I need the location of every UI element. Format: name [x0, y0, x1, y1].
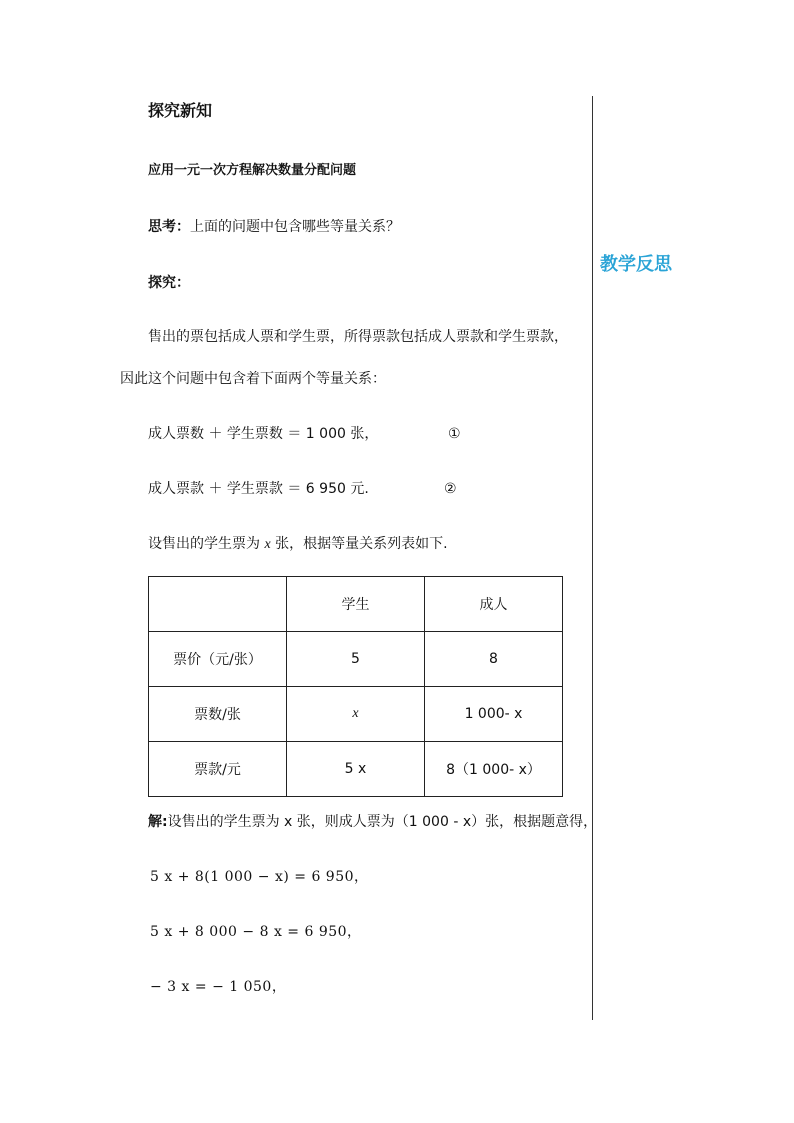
table-cell: 8（1 000- x） — [425, 742, 563, 797]
solution-line — [148, 813, 597, 831]
setup-text-before: 设售出的学生票为 — [148, 536, 260, 552]
table-row — [149, 687, 563, 742]
setup-variable: x — [264, 537, 271, 552]
relation-1-text: 成人票数 ＋ 学生票数 ＝ 1 000 张， — [148, 426, 379, 442]
equation-step-3: − 3 x = − 1 050， — [150, 979, 287, 995]
equation-step-1: 5 x + 8(1 000 − x) = 6 950， — [150, 869, 369, 885]
table-cell: 1 000- x — [425, 687, 563, 742]
relation-2-mark: ② — [444, 481, 457, 497]
explore-label: 探究： — [148, 275, 190, 291]
think-text: 上面的问题中包含哪些等量关系？ — [190, 219, 400, 235]
solution-label: 解: — [148, 814, 168, 830]
relation-1 — [148, 425, 378, 443]
equation-step-2: 5 x + 8 000 − 8 x = 6 950， — [150, 924, 362, 940]
solution-text: 设售出的学生票为 x 张，则成人票为（1 000 - x）张，根据题意得， — [167, 814, 598, 830]
section-title: 探究新知 — [148, 101, 213, 120]
setup-text-after: 张，根据等量关系列表如下. — [275, 536, 448, 552]
table-header-cell: 成人 — [425, 577, 563, 632]
table-cell: 票数/张 — [149, 687, 287, 742]
think-line — [148, 218, 400, 236]
teaching-reflection-title: 教学反思 — [600, 254, 672, 275]
relation-2 — [148, 480, 369, 498]
ticket-table — [148, 576, 563, 797]
table-header-cell — [149, 577, 287, 632]
relation-1-mark: ① — [448, 426, 461, 442]
table-header-cell: 学生 — [287, 577, 425, 632]
table-row — [149, 742, 563, 797]
table-cell: 5 x — [287, 742, 425, 797]
table-cell: 8 — [425, 632, 563, 687]
table-header-row — [149, 577, 563, 632]
section-subtitle: 应用一元一次方程解决数量分配问题 — [148, 163, 357, 178]
table-cell: 票价（元/张） — [149, 632, 287, 687]
paragraph-line-1: 售出的票包括成人票和学生票，所得票款包括成人票款和学生票款， — [148, 329, 568, 345]
table-cell: x — [287, 687, 425, 742]
setup-line — [148, 535, 448, 554]
relation-2-text: 成人票款 ＋ 学生票款 ＝ 6 950 元. — [148, 481, 369, 497]
table-row — [149, 632, 563, 687]
table-cell: 票款/元 — [149, 742, 287, 797]
think-label: 思考： — [148, 219, 190, 235]
table-cell: 5 — [287, 632, 425, 687]
paragraph-line-2: 因此这个问题中包含着下面两个等量关系： — [120, 371, 386, 387]
column-divider — [592, 96, 593, 1020]
